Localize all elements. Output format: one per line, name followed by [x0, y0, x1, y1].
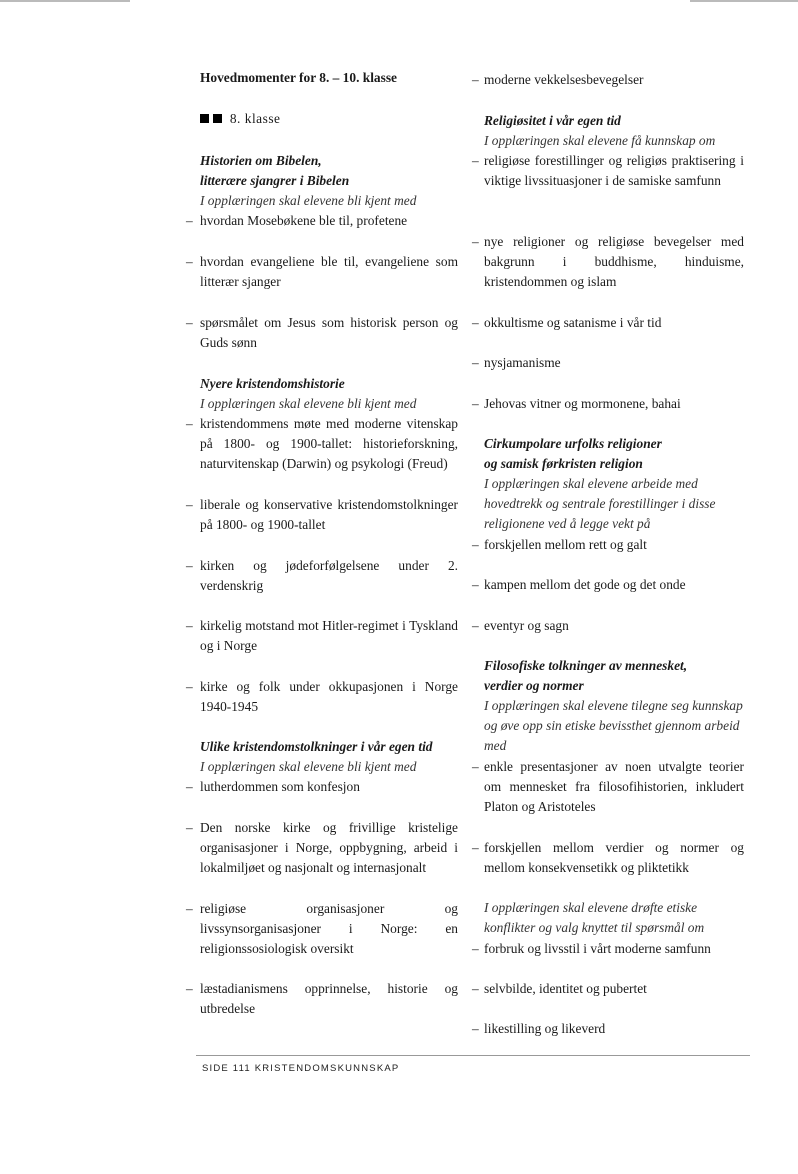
list-item: – Jehovas vitner og mormonene, bahai: [472, 396, 681, 411]
list-item: – Den norske kirke og frivillige kristelige organisasjoner i Norge, oppbygning, arbeid i lokalmiljøet og nasjonalt og internasjonalt: [186, 820, 458, 876]
list-item: – forskjellen mellom verdier og normer og mellom konsekvensetikk og pliktetikk: [472, 840, 744, 876]
page-heading: Hovedmomenter for 8. – 10. klasse: [200, 70, 397, 85]
section-intro: I opplæringen skal elevene drøfte etiske konflikter og valg knyttet til spørsmål om: [484, 900, 705, 936]
section-title-line: Filosofiske tolkninger av mennesket,: [484, 658, 688, 673]
section-title-line: og samisk førkristen religion: [484, 456, 643, 472]
list-item: – kampen mellom det gode og det onde: [472, 577, 686, 592]
top-edge-mark: [690, 0, 798, 2]
list-item: – religiøse organisasjoner og livssynsorganisasjoner i Norge: en religionssosiologisk oversikt: [186, 901, 458, 957]
list-item: – kirke og folk under okkupasjonen i Norge 1940-1945: [186, 679, 458, 715]
list-item: – kirken og jødeforfølgelsene under 2. verdenskrig: [186, 558, 458, 594]
section-title-line: litterære sjangrer i Bibelen: [200, 173, 350, 189]
list-item: – nysjamanisme: [472, 355, 561, 370]
section-title-line: verdier og normer: [484, 678, 584, 694]
section-title-line: Historien om Bibelen,: [200, 153, 322, 168]
list-item: – kristendommens møte med moderne vitenskap på 1800- og 1900-tallet: historieforskning, naturvitenskap (Darwin) og psykologi (Freud): [186, 416, 458, 472]
list-item: – liberale og konservative kristendomstolkninger på 1800- og 1900-tallet: [186, 497, 458, 533]
list-item: – lutherdommen som konfesjon: [186, 779, 360, 794]
list-item: – hvordan evangeliene ble til, evangeliene som litterær sjanger: [186, 254, 458, 290]
top-edge-mark: [0, 0, 130, 2]
section-title: [484, 434, 744, 474]
page-footer: SIDE 111 KRISTENDOMSKUNNSKAP: [202, 1063, 400, 1074]
list-item: – selvbilde, identitet og pubertet: [472, 981, 647, 996]
section-intro: I opplæringen skal elevene bli kjent med: [200, 759, 417, 774]
section-intro: I opplæringen skal elevene få kunnskap om: [484, 133, 716, 148]
grade-label: [200, 111, 280, 127]
section-title: [200, 151, 458, 191]
square-bullet-icon: [200, 114, 209, 123]
list-item: – eventyr og sagn: [472, 618, 569, 633]
grade-label-text: 8. klasse: [229, 111, 281, 126]
list-item: – hvordan Mosebøkene ble til, profetene: [186, 213, 408, 228]
square-bullet-icon: [213, 114, 222, 123]
list-item: – nye religioner og religiøse bevegelser med bakgrunn i buddhisme, hinduisme, kristendommen og islam: [472, 234, 744, 290]
list-item: – moderne vekkelsesbevegelser: [472, 72, 644, 87]
section-intro: I opplæringen skal elevene bli kjent med: [200, 396, 417, 411]
list-item: – religiøse forestillinger og religiøs praktisering i viktige livssituasjoner i de samiske samfunn: [472, 153, 744, 189]
footer-rule: [196, 1055, 750, 1056]
section-title-line: Cirkumpolare urfolks religioner: [484, 436, 662, 451]
list-item: – læstadianismens opprinnelse, historie og utbredelse: [186, 981, 458, 1017]
section-intro: I opplæringen skal elevene arbeide med hovedtrekk og sentrale forestillinger i disse religionene ved å legge vekt på: [484, 476, 716, 532]
list-item: – okkultisme og satanisme i vår tid: [472, 315, 662, 330]
section-title: Nyere kristendomshistorie: [200, 376, 345, 391]
section-intro: I opplæringen skal elevene bli kjent med: [200, 193, 417, 208]
list-item: – likestilling og likeverd: [472, 1021, 606, 1036]
list-item: – forbruk og livsstil i vårt moderne samfunn: [472, 941, 711, 956]
list-item: – spørsmålet om Jesus som historisk person og Guds sønn: [186, 315, 458, 351]
section-title: Ulike kristendomstolkninger i vår egen tid: [200, 739, 433, 754]
list-item: – enkle presentasjoner av noen utvalgte teorier om mennesket fra filosofihistorien, inkludert Platon og Aristoteles: [472, 759, 744, 815]
section-title: [484, 656, 744, 696]
list-item: – kirkelig motstand mot Hitler-regimet i Tyskland og i Norge: [186, 618, 458, 654]
section-intro: I opplæringen skal elevene tilegne seg kunnskap og øve opp sin etiske bevissthet gjennom arbeid med: [484, 698, 743, 754]
list-item: – forskjellen mellom rett og galt: [472, 537, 647, 552]
section-title: Religiøsitet i vår egen tid: [484, 113, 621, 128]
